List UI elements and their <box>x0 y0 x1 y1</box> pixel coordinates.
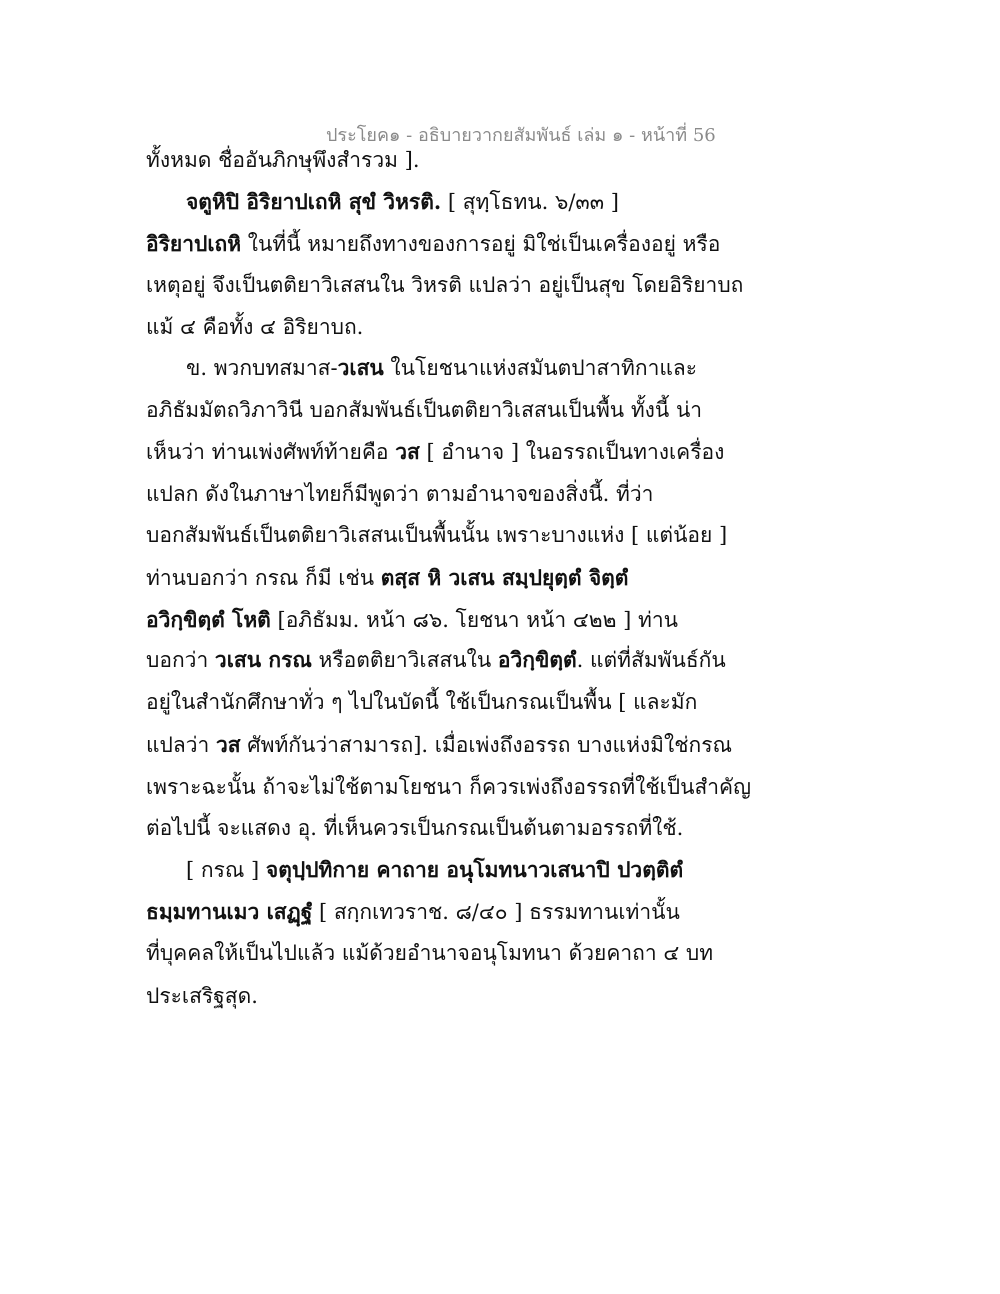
pali-term: ตสฺส หิ วเสน สมฺปยุตฺตํ จิตฺตํ <box>380 565 629 590</box>
pali-term: วส <box>216 732 241 757</box>
text-segment: ทั้งหมด ชื่ออันภิกษุพึงสำรวม ]. <box>146 148 420 172</box>
text-line <box>146 982 258 1010</box>
text-segment: ประเสริฐสุด. <box>146 984 258 1008</box>
text-segment: [ สุทฺโธทน. ๖/๓๓ ] <box>441 190 619 214</box>
text-segment: . แต่ที่สัมพันธ์กัน <box>576 648 726 672</box>
text-segment: อภิธัมมัตถวิภาวินี บอกสัมพันธ์เป็นตติยาวิเสสนเป็นพื้น ทั้งนี้ น่า <box>146 398 703 422</box>
pali-term: วส <box>395 439 420 464</box>
text-segment: แม้ ๔ คือทั้ง ๔ อิริยาบถ. <box>146 315 364 339</box>
text-segment: แปลก ดังในภาษาไทยก็มีพูดว่า ตามอำนาจของสิ่งนี้. ที่ว่า <box>146 482 654 506</box>
text-line <box>146 606 678 634</box>
text-line <box>146 939 713 967</box>
text-line <box>146 646 726 674</box>
text-segment: [ สกฺกเทวราช. ๘/๔๐ ] ธรรมทานเท่านั้น <box>312 900 680 924</box>
text-line <box>146 480 653 508</box>
text-segment: เหตุอยู่ จึงเป็นตติยาวิเสสนใน วิหรติ แปลว่า อยู่เป็นสุข โดยอิริยาบถ <box>146 273 744 297</box>
text-line <box>146 396 702 424</box>
text-segment: ต่อไปนี้ จะแสดง อุ. ที่เห็นควรเป็นกรณเป็นต้นตามอรรถที่ใช้. <box>146 816 684 840</box>
text-segment: ในโยชนาแห่งสมันตปาสาทิกาและ <box>383 356 698 380</box>
text-segment: ที่บุคคลให้เป็นไปแล้ว แม้ด้วยอำนาจอนุโมทนา ด้วยคาถา ๔ บท <box>146 941 714 965</box>
page-header: ประโยค๑ - อธิบายวากยสัมพันธ์ เล่ม ๑ - หน้าที่ 56 <box>326 125 716 146</box>
text-line <box>146 898 680 926</box>
text-segment: [ กรณ ] <box>186 858 266 882</box>
text-line <box>146 146 420 174</box>
text-segment: อยู่ในสำนักศึกษาทั่ว ๆ ไปในบัดนี้ ใช้เป็นกรณเป็นพื้น [ และมัก <box>146 690 698 714</box>
text-line <box>146 271 743 299</box>
text-segment: เพราะฉะนั้น ถ้าจะไม่ใช้ตามโยชนา ก็ควรเพ่งถึงอรรถที่ใช้เป็นสำคัญ <box>146 775 752 799</box>
text-line <box>186 354 697 382</box>
text-segment: บอกสัมพันธ์เป็นตติยาวิเสสนเป็นพื้นนั้น เพราะบางแห่ง [ แต่น้อย ] <box>146 523 728 547</box>
pali-term: ธมฺมทานเมว เสฏฺฐํ <box>146 899 313 924</box>
text-line <box>146 773 751 801</box>
text-line <box>146 814 683 842</box>
text-segment: ในที่นี้ หมายถึงทางของการอยู่ มิใช่เป็นเครื่องอยู่ หรือ <box>241 232 721 256</box>
pali-term: วเสน <box>337 355 384 380</box>
pali-term: อวิกฺขิตฺตํ โหติ <box>146 607 271 632</box>
text-segment: ข. พวกบทสมาส- <box>186 356 338 380</box>
text-segment: แปลว่า <box>146 733 216 757</box>
pali-term: อิริยาปเถหิ <box>146 231 242 256</box>
text-line <box>146 564 628 592</box>
text-segment: หรือตติยาวิเสสนใน <box>311 648 498 672</box>
text-segment: ศัพท์กันว่าสามารถ]. เมื่อเพ่งถึงอรรถ บางแห่งมิใช่กรณ <box>240 733 733 757</box>
pali-term: จตูหิปิ อิริยาปเถหิ สุขํ วิหรติ. <box>186 189 442 214</box>
text-line <box>146 688 697 716</box>
text-line <box>146 230 720 258</box>
text-segment: [ อำนาจ ] ในอรรถเป็นทางเครื่อง <box>419 440 725 464</box>
text-line <box>146 521 727 549</box>
text-line <box>146 438 724 466</box>
pali-term: อวิกฺขิตฺตํ <box>497 647 577 672</box>
text-segment: บอกว่า <box>146 648 215 672</box>
pali-term: วเสน กรณ <box>214 647 312 672</box>
text-line <box>186 856 683 884</box>
text-line <box>146 313 363 341</box>
text-segment: [อภิธัมม. หน้า ๘๖. โยชนา หน้า ๔๒๒ ] ท่าน <box>270 608 678 632</box>
text-segment: ท่านบอกว่า กรณ ก็มี เช่น <box>146 566 381 590</box>
text-segment: เห็นว่า ท่านเพ่งศัพท์ท้ายคือ <box>146 440 396 464</box>
text-line <box>146 731 732 759</box>
pali-term: จตุปฺปทิกาย คาถาย อนุโมทนาวเสนาปิ ปวตฺติตํ <box>265 857 684 882</box>
text-line <box>186 188 619 216</box>
